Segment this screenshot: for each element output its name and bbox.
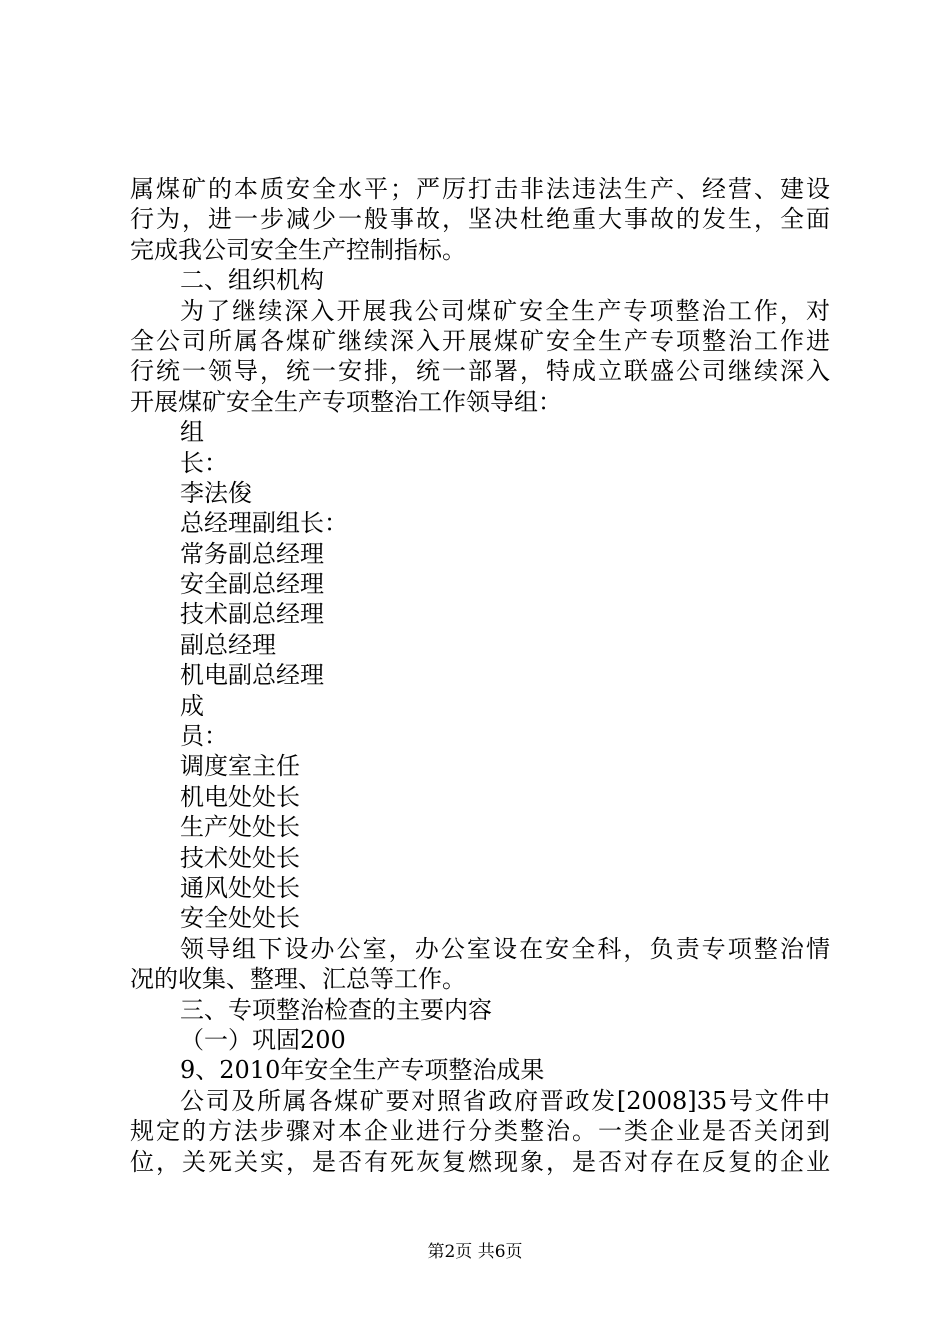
text-line: 规定的方法步骤对本企业进行分类整治。一类企业是否关闭到 [130,1117,830,1146]
text-line: 领导组下设办公室，办公室设在安全科，负责专项整治情 [180,934,830,963]
text-line: 开展煤矿安全生产专项整治工作领导组： [130,387,562,416]
text-line: 三、专项整治检查的主要内容 [180,995,492,1024]
text-line: 机电处处长 [180,782,300,811]
text-line: 长： [180,448,228,477]
text-line: 完成我公司安全生产控制指标。 [130,235,466,264]
text-line: 9、2010年安全生产专项整治成果 [180,1056,545,1085]
text-line: 通风处处长 [180,873,300,902]
text-line: 二、组织机构 [180,266,324,295]
text-line: 机电副总经理 [180,661,324,690]
text-line: 属煤矿的本质安全水平；严厉打击非法违法生产、经营、建设 [130,175,830,203]
text-line: 全公司所属各煤矿继续深入开展煤矿安全生产专项整治工作进 [130,326,830,355]
text-line: 况的收集、整理、汇总等工作。 [130,965,466,994]
text-line: 常务副总经理 [180,539,324,568]
text-line: 行统一领导，统一安排，统一部署，特成立联盛公司继续深入 [130,357,830,386]
text-line: 位，关死关实，是否有死灰复燃现象，是否对存在反复的企业 [130,1147,830,1176]
page-footer: 第2页 共6页 [427,1242,523,1262]
text-line: 安全处处长 [180,904,300,933]
text-line: 成 [180,691,204,720]
text-line: 员： [180,722,228,751]
text-line: 调度室主任 [180,752,300,781]
text-line: 组 [180,418,204,447]
text-line: 技术处处长 [180,843,300,872]
text-line: （一）巩固200 [180,1025,346,1054]
text-line: 安全副总经理 [180,570,324,599]
text-line: 生产处处长 [180,813,300,842]
text-line: 总经理副组长： [180,509,348,538]
text-line: 行为，进一步减少一般事故，坚决杜绝重大事故的发生，全面 [130,205,830,234]
text-line: 技术副总经理 [180,600,324,629]
text-line: 副总经理 [180,630,276,659]
document-body [130,174,830,1177]
text-line: 为了继续深入开展我公司煤矿安全生产专项整治工作，对 [180,296,830,325]
text-line: 李法俊 [180,478,252,507]
text-line: 公司及所属各煤矿要对照省政府晋政发[2008]35号文件中 [180,1086,830,1115]
